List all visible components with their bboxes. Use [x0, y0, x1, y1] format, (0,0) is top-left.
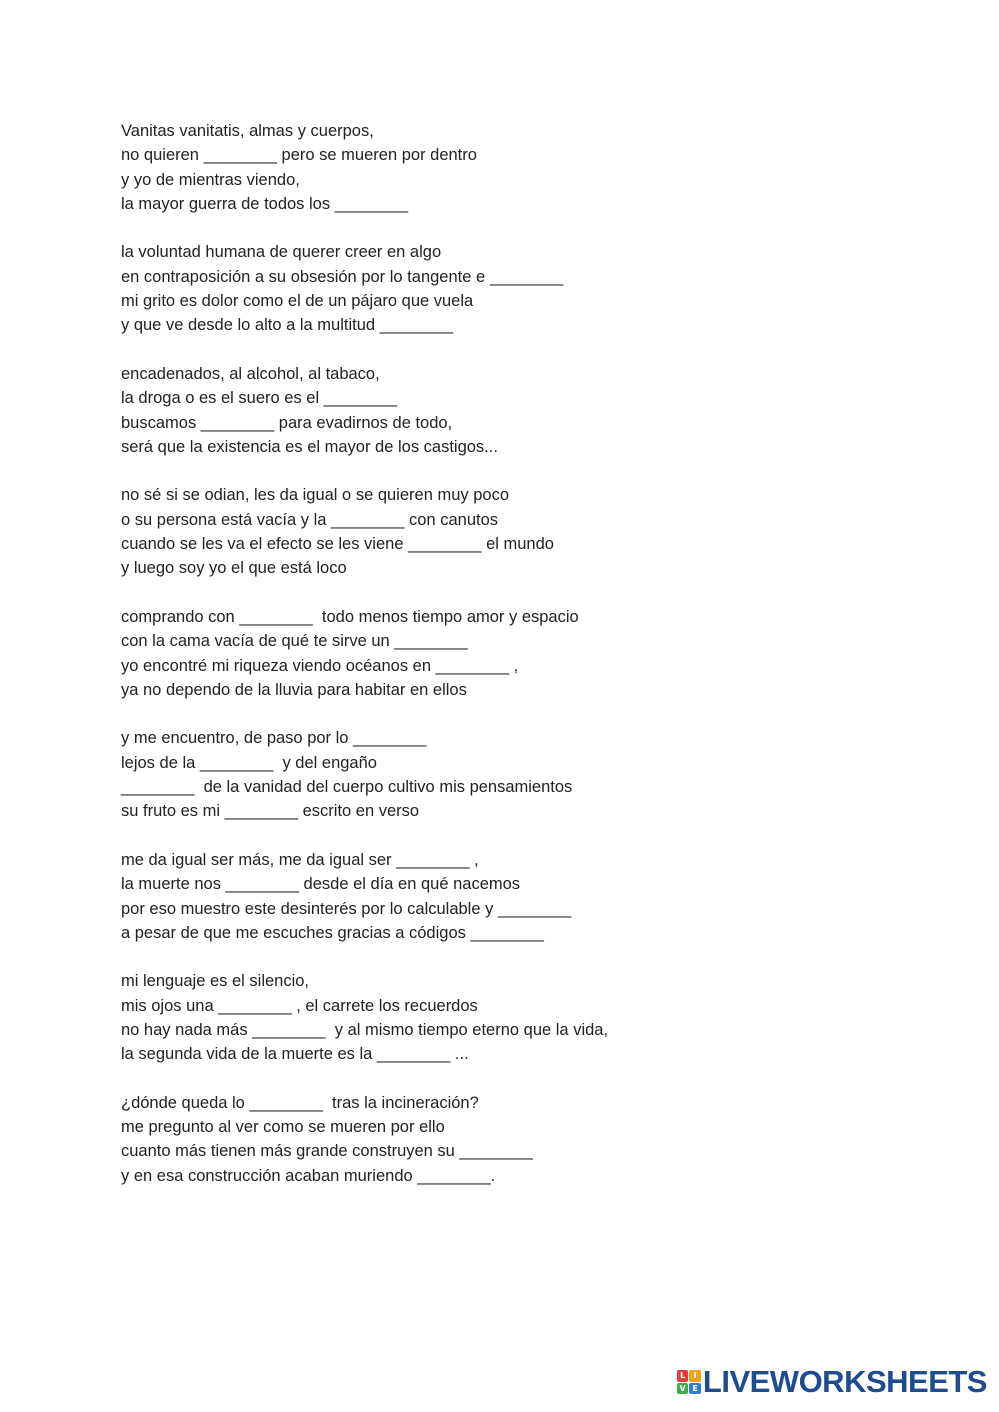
- poem-line: a pesar de que me escuches gracias a códigos ________: [121, 923, 544, 942]
- poem-line: mis ojos una ________ , el carrete los recuerdos: [121, 996, 478, 1015]
- poem-line: no quieren ________ pero se mueren por dentro: [121, 146, 477, 165]
- stanza: [121, 240, 881, 337]
- poem-line: no hay nada más ________ y al mismo tiempo eterno que la vida,: [121, 1020, 609, 1039]
- poem-line: mi lenguaje es el silencio,: [121, 972, 310, 991]
- stanza: [121, 1091, 881, 1188]
- stanza: [121, 362, 881, 459]
- stanza: [121, 848, 881, 945]
- poem-line: con la cama vacía de qué te sirve un ________: [121, 632, 468, 651]
- poem-line: ya no dependo de la lluvia para habitar en ellos: [121, 680, 467, 699]
- liveworksheets-logo-mark-icon: [677, 1370, 701, 1394]
- logo-mark-cell: L: [677, 1370, 689, 1382]
- poem-line: será que la existencia es el mayor de los castigos...: [121, 437, 498, 456]
- poem-line: la muerte nos ________ desde el día en qué nacemos: [121, 875, 521, 894]
- poem-line: ¿dónde queda lo ________ tras la incineración?: [121, 1093, 479, 1112]
- poem-line: mi grito es dolor como el de un pájaro que vuela: [121, 292, 474, 311]
- poem-line: y yo de mientras viendo,: [121, 170, 300, 189]
- poem-line: no sé si se odian, les da igual o se quieren muy poco: [121, 486, 509, 505]
- liveworksheets-logo: [677, 1365, 987, 1399]
- poem-line: encadenados, al alcohol, al tabaco,: [121, 364, 380, 383]
- poem-line: la segunda vida de la muerte es la ________ ...: [121, 1045, 469, 1064]
- poem-line: y en esa construcción acaban muriendo ________.: [121, 1166, 496, 1185]
- poem-line: comprando con ________ todo menos tiempo amor y espacio: [121, 607, 579, 626]
- poem-line: y luego soy yo el que está loco: [121, 559, 347, 578]
- stanza: [121, 726, 881, 823]
- poem-line: en contraposición a su obsesión por lo tangente e ________: [121, 267, 564, 286]
- stanza: [121, 119, 881, 216]
- logo-mark-cell: I: [689, 1370, 701, 1382]
- poem-line: me pregunto al ver como se mueren por ello: [121, 1118, 445, 1137]
- poem-line: la mayor guerra de todos los ________: [121, 194, 409, 213]
- poem-line: yo encontré mi riqueza viendo océanos en ________ ,: [121, 656, 519, 675]
- poem-line: cuanto más tienen más grande construyen su ________: [121, 1142, 533, 1161]
- poem-line: buscamos ________ para evadirnos de todo,: [121, 413, 453, 432]
- logo-mark-cell: E: [689, 1383, 701, 1395]
- poem-line: la droga o es el suero es el ________: [121, 389, 398, 408]
- poem-line: o su persona está vacía y la ________ con canutos: [121, 510, 499, 529]
- logo-text: LIVEWORKSHEETS: [702, 1364, 987, 1399]
- poem-line: me da igual ser más, me da igual ser ________ ,: [121, 850, 479, 869]
- poem-line: su fruto es mi ________ escrito en verso: [121, 802, 420, 821]
- poem-line: y que ve desde lo alto a la multitud ________: [121, 316, 454, 335]
- stanza: [121, 969, 881, 1066]
- poem-line: por eso muestro este desinterés por lo calculable y ________: [121, 899, 572, 918]
- poem-line: y me encuentro, de paso por lo ________: [121, 729, 427, 748]
- poem-line: lejos de la ________ y del engaño: [121, 753, 377, 772]
- stanza: [121, 483, 881, 580]
- logo-mark-cell: V: [677, 1383, 689, 1395]
- poem: [121, 119, 881, 1212]
- poem-line: cuando se les va el efecto se les viene ________ el mundo: [121, 535, 554, 554]
- stanza: [121, 605, 881, 702]
- poem-line: ________ de la vanidad del cuerpo cultivo mis pensamientos: [121, 778, 573, 797]
- poem-line: Vanitas vanitatis, almas y cuerpos,: [121, 122, 374, 140]
- poem-line: la voluntad humana de querer creer en algo: [121, 243, 442, 262]
